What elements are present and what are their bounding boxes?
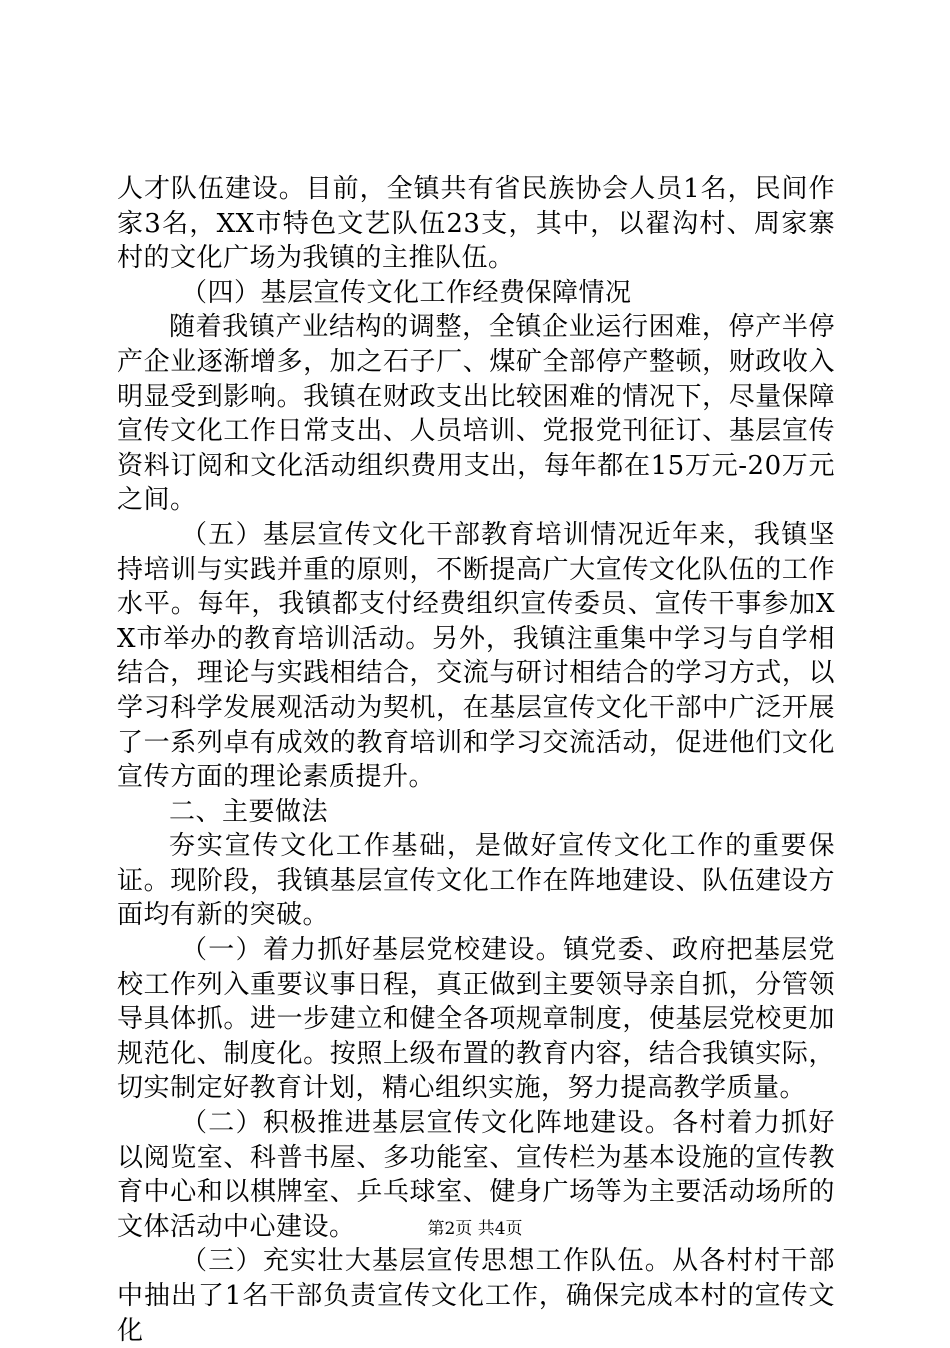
paragraph-funding: 随着我镇产业结构的调整，全镇企业运行困难，停产半停产企业逐渐增多，加之石子厂、煤矿全部停产整顿，财政收入明显受到影响。我镇在财政支出比较困难的情况下，尽量保障宣传文化工作日常支出、人员培训、党报党刊征订、基层宣传资料订阅和文化活动组织费用支出，每年都在15万元-20万元之间。 bbox=[117, 312, 835, 516]
heading-funding-guarantee: （四）基层宣传文化工作经费保障情况 bbox=[181, 277, 632, 308]
paragraph-training: （五）基层宣传文化干部教育培训情况近年来，我镇坚持培训与实践并重的原则，不断提高广大宣传文化队伍的工作水平。每年，我镇都支付经费组织宣传委员、宣传干事参加XX市举办的教育培训活动。另外，我镇注重集中学习与自学相结合，理论与实践相结合，交流与研讨相结合的学习方式，以学习科学发展观活动为契机，在基层宣传文化干部中广泛开展了一系列卓有成效的教育培训和学习交流活动，促进他们文化宣传方面的理论素质提升。 bbox=[117, 519, 835, 793]
paragraph-talent-team: 人才队伍建设。目前，全镇共有省民族协会人员1名，民间作家3名，XX市特色文艺队伍23支，其中，以翟沟村、周家寨村的文化广场为我镇的主推队伍。 bbox=[117, 174, 835, 274]
paragraph-party-school: （一）着力抓好基层党校建设。镇党委、政府把基层党校工作列入重要议事日程，真正做到主要领导亲自抓，分管领导具体抓。进一步建立和健全各项规章制度，使基层党校更加规范化、制度化。按照上级布置的教育内容，结合我镇实际，切实制定好教育计划，精心组织实施，努力提高教学质量。 bbox=[117, 935, 835, 1104]
paragraph-foundation: 夯实宣传文化工作基础，是做好宣传文化工作的重要保证。现阶段，我镇基层宣传文化工作在阵地建设、队伍建设方面均有新的突破。 bbox=[117, 831, 835, 931]
heading-main-practices: 二、主要做法 bbox=[169, 796, 329, 827]
paragraph-work-team: （三）充实壮大基层宣传思想工作队伍。从各村村干部中抽出了1名干部负责宣传文化工作，确保完成本村的宣传文化 bbox=[117, 1246, 835, 1346]
document-body bbox=[117, 172, 835, 1348]
page-number-footer: 第2页 共4页 bbox=[427, 1219, 523, 1239]
paragraph-cultural-sites: （二）积极推进基层宣传文化阵地建设。各村着力抓好以阅览室、科普书屋、多功能室、宣传栏为基本设施的宣传教育中心和以棋牌室、乒乓球室、健身广场等为主要活动场所的文体活动中心建设。 bbox=[117, 1108, 835, 1242]
